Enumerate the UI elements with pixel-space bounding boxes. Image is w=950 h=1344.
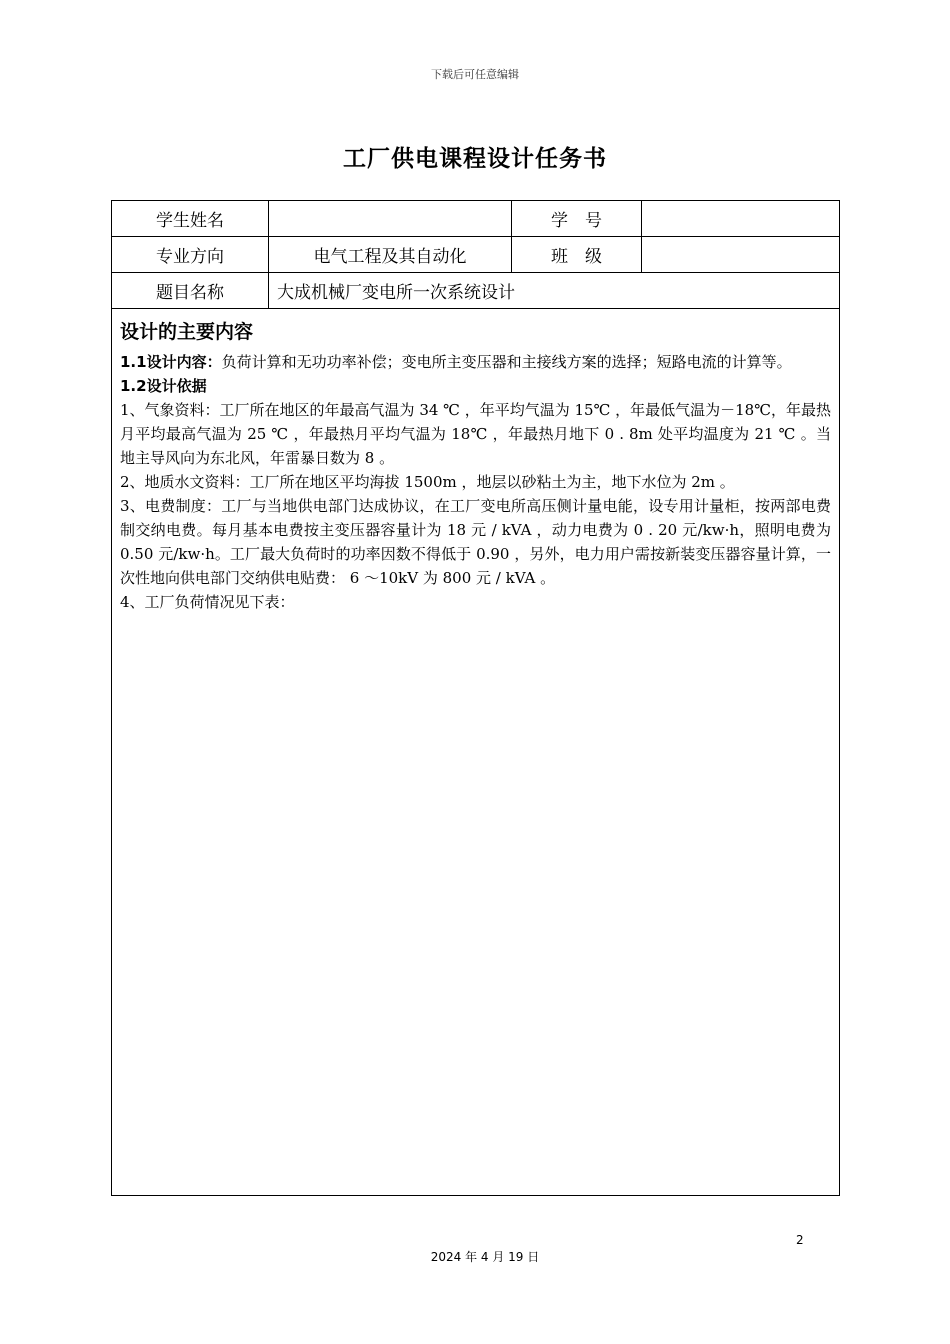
paragraph-body: 负荷计算和无功功率补偿；变电所主变压器和主接线方案的选择；短路电流的计算等。 [221,353,792,371]
student-name-label: 学生姓名 [112,201,269,237]
topic-value: 大成机械厂变电所一次系统设计 [269,273,840,309]
paragraph-load: 4、工厂负荷情况见下表： [120,593,295,611]
major-label: 专业方向 [112,237,269,273]
paragraph-climate: 1、气象资料：工厂所在地区的年最高气温为 34 ℃ ，年平均气温为 15℃ ，年最低气温为－18℃，年最热月平均最高气温为 25 ℃ ，年最热月平均气温为 18℃ ，年最热月地下 0 . 8m 处平均温度为 21 ℃ 。当地主导风向为东北风，年雷暴日数为 8 。 [120,401,831,467]
student-name-value [269,201,512,237]
header-note: 下载后可任意编辑 [431,68,519,81]
row-major [112,237,840,273]
student-id-value [642,201,840,237]
task-form-table [111,200,840,1196]
student-id-label: 学 号 [512,201,642,237]
paragraph-design-basis-head: 1.2设计依据 [120,377,207,395]
footer-date: 2024 年 4 月 19 日 [430,1250,540,1264]
row-content [112,309,840,1196]
paragraph-geology: 2、地质水文资料：工厂所在地区平均海拔 1500m ，地层以砂粘土为主，地下水位为 2m 。 [120,473,735,491]
class-label: 班 级 [512,237,642,273]
class-value [642,237,840,273]
row-topic [112,273,840,309]
document-title: 工厂供电课程设计任务书 [343,146,607,172]
page-number: 2 [796,1233,804,1247]
paragraph-tariff: 3、电费制度：工厂与当地供电部门达成协议，在工厂变电所高压侧计量电能，设专用计量柜，按两部电费制交纳电费。每月基本电费按主变压器容量计为 18 元 / kVA ，动力电费为 0 . 20 元/kw·h，照明电费为 0.50 元/kw·h。工厂最大负荷时的功率因数不得低于 0.90 ，另外，电力用户需按新装变压器容量计算，一次性地向供电部门交纳供电贴费： 6 ～10kV 为 800 元 / kVA 。 [120,497,831,587]
row-student [112,201,840,237]
paragraph-head: 1.1设计内容： [120,353,222,371]
main-content-cell [112,309,840,1196]
paragraph-design-content [120,350,831,374]
topic-label: 题目名称 [112,273,269,309]
major-value: 电气工程及其自动化 [269,237,512,273]
section-title: 设计的主要内容 [120,321,254,343]
